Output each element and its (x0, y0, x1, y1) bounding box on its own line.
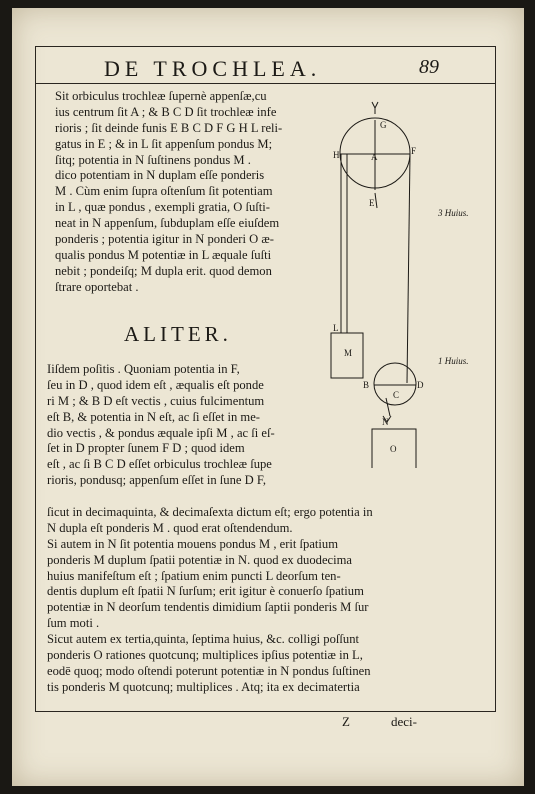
paragraph-1 (55, 89, 335, 296)
book-page (12, 8, 524, 786)
label-d: D (417, 380, 424, 390)
text-line: tis ponderis M quotcunq; multiplices . Atq; ita ex decimatertia (47, 679, 360, 694)
text-line: in L , quæ pondus , exempli gratia, O ſuſti- (55, 200, 270, 215)
margin-note: 1 Huius. (438, 356, 469, 366)
text-line: ſitq; potentia in N ſuſtinens pondus M . (55, 152, 251, 167)
paragraph-2-full (47, 505, 487, 696)
text-line: gatus in E ; & in L ſit appenſum pondus M; (55, 136, 273, 151)
label-a: A (371, 152, 378, 162)
lower-hook-rope (386, 398, 390, 416)
text-line: dentis duplum eſt ſpatii N ſurſum; erit igitur è conuerſo ſpatium (47, 584, 364, 599)
pulley-diagram (307, 98, 447, 468)
text-line: potentiæ in N deorſum tendentis dimidium ſaptii ponderis M ſur (47, 600, 369, 615)
text-line: ponderis M duplum ſpatii potentiæ in N. quod ex duodecima (47, 552, 353, 567)
label-c: C (393, 390, 400, 400)
header-rule (35, 83, 496, 84)
text-line: qualis pondus M potentiæ in L æquale ſuſti (55, 247, 272, 262)
text-line: ſicut in decimaquinta, & decimaſexta dictum eſt; ergo potentia in (47, 505, 373, 519)
text-line: nebit ; pondeiſq; M dupla erit. quod demon (55, 263, 272, 278)
text-line: neat in N appenſum, ſubduplam eſſe eiuſdem (55, 216, 280, 231)
text-line: Sit orbiculus trochleæ ſupernè appenſæ,cu (55, 89, 267, 103)
label-l: L (333, 323, 339, 333)
label-m: M (344, 348, 353, 358)
text-line: rioris ; ſit deinde funis E B C D F G H L reli- (55, 120, 283, 135)
text-line: eodē quoq; modo oſtendi poterunt potentiæ in N pondus ſuſtinen (47, 663, 371, 678)
rope-end-e (375, 193, 377, 208)
rope-to-lower-pulley (407, 154, 410, 383)
text-line: N dupla eſt ponderis M . quod erat oſtendendum. (47, 520, 293, 535)
hook-icon (372, 102, 378, 108)
label-e: E (369, 198, 375, 208)
text-line: M . Cùm enim ſupra oſtenſum ſit potentiam (55, 184, 273, 199)
text-line: rioris, pondusq; appenſum eſſet in ſune D F, (47, 473, 267, 488)
section-heading: ALITER. (124, 322, 232, 346)
margin-note: 3 Huius. (438, 208, 469, 218)
text-line: eſt , ac ſi B C D eſſet orbiculus trochleæ ſupe (47, 457, 272, 472)
text-line: ſeu in D , quod idem eſt , æqualis eſt ponde (47, 377, 264, 392)
label-h: H (333, 150, 340, 160)
text-line: ſtrare oportebat . (55, 279, 139, 294)
label-n: N (382, 417, 389, 427)
text-line: dico potentiam in N duplam eſſe ponderis (55, 168, 265, 183)
text-line: Si autem in N ſit potentia mouens pondus M , erit ſpatium (47, 536, 339, 551)
text-line: ponderis O rationes quotcunq; multiplices ipſius potentiæ in L, (47, 648, 363, 663)
text-line: Sicut autem ex tertia,quinta, ſeptima huius, &c. colligi poſſunt (47, 632, 359, 647)
running-head: DE TROCHLEA. (104, 56, 322, 81)
text-line: ius centrum ſit A ; & B C D ſit trochleæ infe (55, 104, 277, 119)
text-line: ri M ; & B D eſt vectis , cuius fulcimentum (47, 393, 265, 408)
label-o: O (390, 444, 397, 454)
signature-mark: Z (342, 714, 350, 729)
catchword: deci- (391, 714, 417, 729)
label-f: F (411, 146, 417, 156)
label-b: B (363, 380, 370, 390)
text-line: ſum moti . (47, 616, 100, 631)
paragraph-2-narrow (47, 362, 347, 489)
text-line: ponderis ; potentia igitur in N ponderi O æ- (55, 232, 274, 247)
text-line: eſt B, & potentia in N eſt, ac ſi eſſet in me- (47, 409, 260, 424)
label-g: G (380, 120, 387, 130)
text-line: huius manifeſtum eſt ; ſpatium enim puncti L deorſum ten- (47, 568, 341, 583)
page-number: 89 (419, 56, 439, 78)
text-line: Iiſdem poſitis . Quoniam potentia in F, (47, 362, 240, 376)
text-line: dio vectis , & pondus æquale ipſi M , ac ſi eſ- (47, 425, 275, 440)
text-line: ſet in D propter ſunem F D ; quod idem (47, 441, 245, 456)
